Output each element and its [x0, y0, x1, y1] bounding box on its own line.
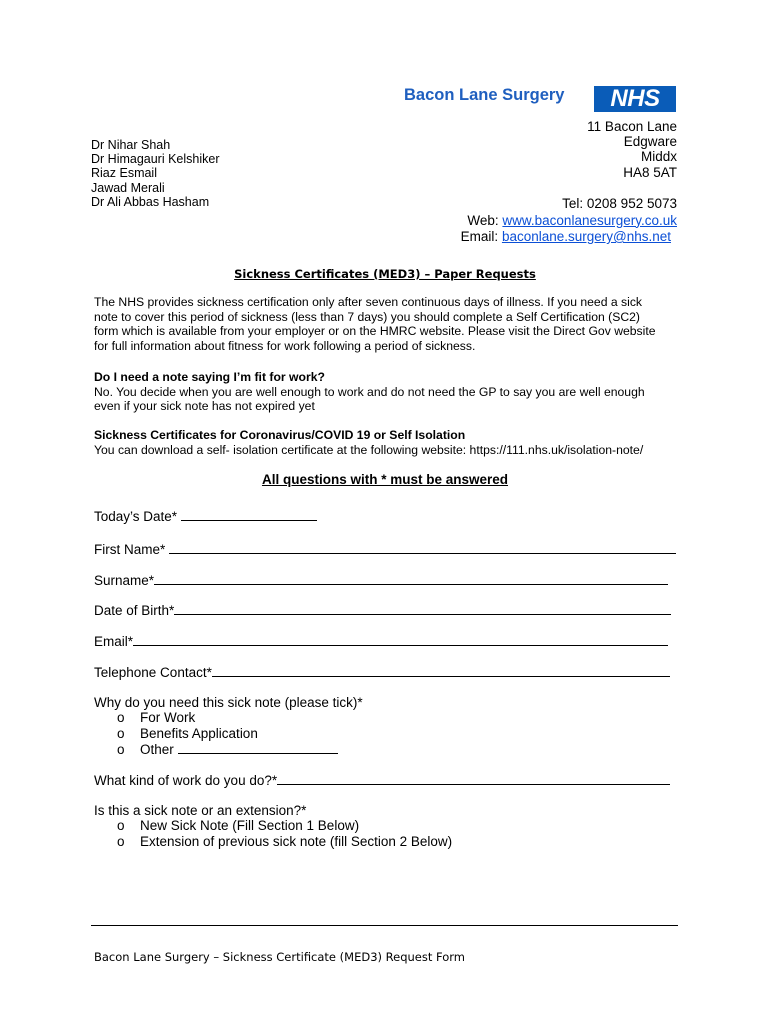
work-input[interactable]	[277, 772, 670, 785]
address-line: Edgware	[623, 134, 677, 150]
doctor-name: Riaz Esmail	[91, 166, 157, 181]
doctor-name: Jawad Merali	[91, 180, 165, 195]
todays-date-label: Today’s Date*	[94, 509, 181, 524]
option-label: For Work	[140, 710, 196, 725]
first-name-field	[94, 541, 676, 557]
email-label: Email:	[460, 229, 502, 244]
required-notice: All questions with * must be answered	[261, 472, 509, 487]
work-label: What kind of work do you do?*	[94, 773, 278, 788]
checkbox-bullet[interactable]: o	[117, 818, 125, 833]
telephone-input[interactable]	[212, 664, 670, 677]
fit-note-line: even if your sick note has not expired yet	[94, 399, 315, 414]
option-for-work[interactable]	[117, 710, 195, 725]
covid-section	[94, 428, 684, 457]
option-label: Benefits Application	[140, 726, 258, 741]
web-link[interactable]: www.baconlanesurgery.co.uk	[502, 212, 677, 228]
intro-line: form which is available from your employer or on the HMRC website. Please visit the Direct Gov website	[94, 324, 656, 339]
option-label: Extension of previous sick note (fill Section 2 Below)	[140, 834, 453, 849]
covid-heading: Sickness Certificates for Coronavirus/COVID 19 or Self Isolation	[94, 428, 466, 442]
email-field-label: Email*	[94, 634, 134, 649]
telephone-label: Telephone Contact*	[94, 665, 212, 680]
checkbox-bullet[interactable]: o	[117, 742, 125, 757]
telephone-field	[94, 664, 670, 680]
web-line	[461, 213, 677, 230]
intro-line: The NHS provides sickness certification only after seven continuous days of illness. If you need a sick	[94, 295, 643, 309]
email-input[interactable]	[133, 633, 668, 646]
fit-note-heading: Do I need a note saying I’m fit for work?	[94, 370, 325, 384]
footer-text: Bacon Lane Surgery – Sickness Certificate (MED3) Request Form	[94, 950, 465, 964]
other-input[interactable]	[178, 741, 338, 754]
surname-label: Surname*	[94, 573, 155, 588]
extension-question: Is this a sick note or an extension?*	[94, 803, 307, 818]
footer-divider	[91, 925, 678, 926]
covid-line: You can download a self- isolation certificate at the following website: https://111.nhs.uk/isolation-note/	[94, 442, 644, 457]
section-title: Sickness Certificates (MED3) – Paper Requests	[234, 267, 536, 281]
dob-label: Date of Birth*	[94, 603, 175, 618]
option-label: New Sick Note (Fill Section 1 Below)	[140, 818, 360, 833]
fit-note-section	[94, 370, 684, 414]
fit-note-line: No. You decide when you are well enough to work and do not need the GP to say you are well enough	[94, 384, 645, 399]
doctor-name: Dr Ali Abbas Hasham	[91, 194, 210, 209]
surname-input[interactable]	[154, 572, 668, 585]
intro-line: for full information about fitness for work following a period of sickness.	[94, 338, 476, 353]
email-field	[94, 633, 668, 649]
address-line: 11 Bacon Lane	[587, 119, 677, 134]
option-extension[interactable]	[117, 834, 452, 849]
surname-field	[94, 572, 668, 588]
option-label: Other	[140, 742, 178, 757]
todays-date-input[interactable]	[181, 508, 317, 521]
email-line	[461, 229, 671, 246]
surgery-address	[587, 119, 677, 180]
option-benefits[interactable]	[117, 726, 258, 741]
web-label: Web:	[467, 212, 503, 228]
address-line: Middx	[640, 149, 677, 165]
email-link[interactable]: baconlane.surgery@nhs.net	[501, 229, 671, 244]
checkbox-bullet[interactable]: o	[117, 726, 125, 741]
work-field	[94, 772, 670, 788]
doctor-name: Dr Nihar Shah	[91, 138, 171, 152]
why-question: Why do you need this sick note (please tick)*	[94, 695, 363, 710]
first-name-label: First Name*	[94, 542, 170, 557]
first-name-input[interactable]	[169, 541, 676, 554]
option-new-sick-note[interactable]	[117, 818, 359, 833]
dob-input[interactable]	[174, 602, 671, 615]
checkbox-bullet[interactable]: o	[117, 834, 125, 849]
doctor-name: Dr Himagauri Kelshiker	[91, 152, 220, 167]
intro-paragraph	[94, 295, 684, 353]
nhs-logo: NHS	[594, 86, 676, 112]
address-line: HA8 5AT	[623, 164, 677, 180]
telephone: Tel: 0208 952 5073	[562, 196, 677, 211]
checkbox-bullet[interactable]: o	[117, 710, 125, 725]
contact-block	[461, 196, 677, 246]
todays-date-field	[94, 508, 317, 524]
doctor-list	[91, 138, 220, 209]
dob-field	[94, 602, 671, 618]
surgery-name: Bacon Lane Surgery	[404, 86, 565, 104]
intro-line: note to cover this period of sickness (less than 7 days) you should complete a Self Certification (SC2)	[94, 309, 640, 324]
option-other[interactable]	[117, 741, 338, 757]
